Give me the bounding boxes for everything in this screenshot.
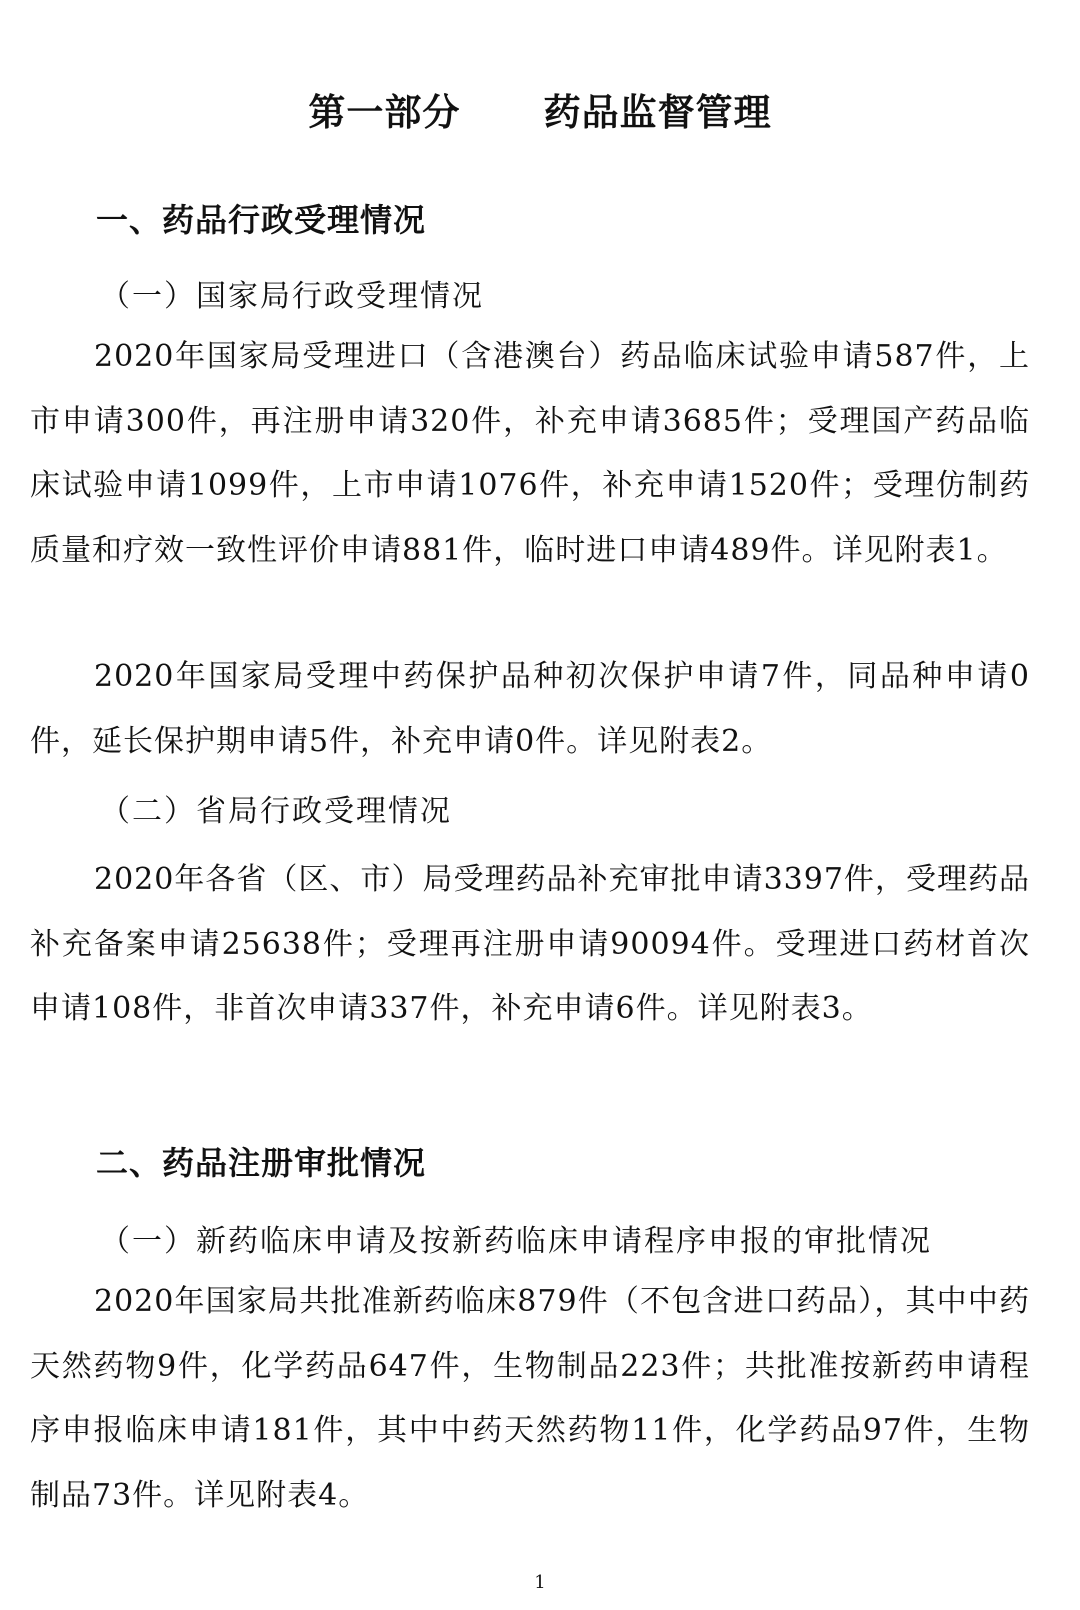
subsection-heading-1-2: （二）省局行政受理情况 (100, 794, 452, 829)
paragraph-1-2-1: 2020年各省（区、市）局受理药品补充审批申请3397件，受理药品补充备案申请25638件；受理再注册申请90094件。受理进口药材首次申请108件，非首次申请337件，补充申请6件。详见附表3。 (30, 862, 1030, 1026)
page-number: 1 (534, 1572, 546, 1593)
paragraph-2-1-1: 2020年国家局共批准新药临床879件（不包含进口药品），其中中药天然药物9件，化学药品647件，生物制品223件；共批准按新药申请程序申报临床申请181件，其中中药天然药物11件，化学药品97件，生物制品73件。详见附表4。 (30, 1284, 1030, 1513)
page-title: 第一部分 药品监督管理 (308, 91, 772, 134)
subsection-heading-2-1: （一）新药临床申请及按新药临床申请程序申报的审批情况 (100, 1224, 932, 1259)
subsection-heading-1-1: （一）国家局行政受理情况 (100, 279, 484, 314)
paragraph-1-1-1: 2020年国家局受理进口（含港澳台）药品临床试验申请587件，上市申请300件，再注册申请320件，补充申请3685件；受理国产药品临床试验申请1099件，上市申请1076件，补充申请1520件；受理仿制药质量和疗效一致性评价申请881件，临时进口申请489件。详见附表1。 (30, 339, 1030, 568)
paragraph-1-1-2: 2020年国家局受理中药保护品种初次保护申请7件，同品种申请0件，延长保护期申请5件，补充申请0件。详见附表2。 (30, 659, 1030, 759)
section-heading-2: 二、药品注册审批情况 (96, 1144, 427, 1182)
section-heading-1: 一、药品行政受理情况 (96, 201, 427, 239)
